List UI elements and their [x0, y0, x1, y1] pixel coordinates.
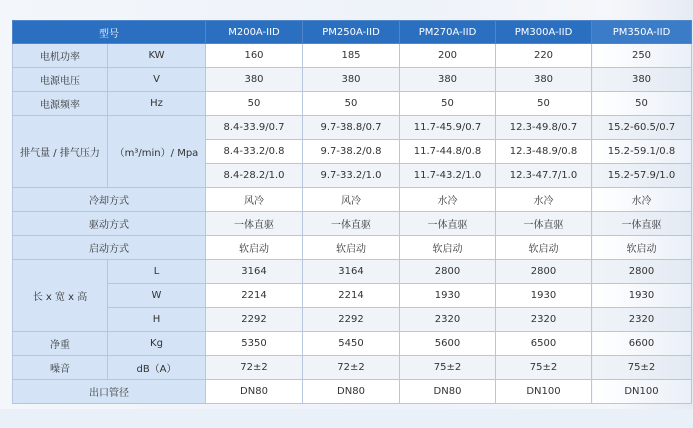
cell-value: DN100 [496, 380, 592, 404]
cell-value: 11.7-43.2/1.0 [400, 164, 496, 188]
cell-value: 1930 [400, 284, 496, 308]
cell-value: 380 [400, 68, 496, 92]
cell-value: 软启动 [400, 236, 496, 260]
table-row [13, 332, 692, 356]
table-row [13, 260, 692, 284]
row-label: 排气量 / 排气压力 [13, 116, 108, 188]
cell-value: 185 [303, 44, 400, 68]
row-label: 冷却方式 [13, 188, 206, 212]
row-label: 电源电压 [13, 68, 108, 92]
cell-value: 2800 [496, 260, 592, 284]
cell-value: 2214 [303, 284, 400, 308]
row-unit: H [108, 308, 206, 332]
cell-value: 风冷 [206, 188, 303, 212]
cell-value: 50 [400, 92, 496, 116]
model-name: PM300A-IID [496, 21, 592, 44]
cell-value: 3164 [303, 260, 400, 284]
cell-value: 8.4-33.9/0.7 [206, 116, 303, 140]
cell-value: 水冷 [496, 188, 592, 212]
model-name: M200A-IID [206, 21, 303, 44]
table-row [13, 68, 692, 92]
table-row [13, 188, 692, 212]
cell-value: 风冷 [303, 188, 400, 212]
model-header: 型号 [13, 21, 206, 44]
cell-value: 软启动 [496, 236, 592, 260]
cell-value: 220 [496, 44, 592, 68]
cell-value: 380 [496, 68, 592, 92]
table-row [13, 236, 692, 260]
cell-value: 2292 [303, 308, 400, 332]
table-row [13, 116, 692, 140]
cell-value: 2214 [206, 284, 303, 308]
cell-value: 50 [303, 92, 400, 116]
cell-value: 250 [592, 44, 692, 68]
cell-value: 9.7-33.2/1.0 [303, 164, 400, 188]
cell-value: 1930 [496, 284, 592, 308]
cell-value: 15.2-57.9/1.0 [592, 164, 692, 188]
cell-value: DN80 [303, 380, 400, 404]
model-name: PM270A-IID [400, 21, 496, 44]
cell-value: 75±2 [496, 356, 592, 380]
model-name: PM350A-IID [592, 21, 692, 44]
cell-value: 9.7-38.2/0.8 [303, 140, 400, 164]
cell-value: 15.2-60.5/0.7 [592, 116, 692, 140]
row-unit: Kg [108, 332, 206, 356]
cell-value: 12.3-48.9/0.8 [496, 140, 592, 164]
row-label: 出口管径 [13, 380, 206, 404]
row-unit: （m³/min）/ Mpa [108, 116, 206, 188]
cell-value: 11.7-45.9/0.7 [400, 116, 496, 140]
cell-value: 380 [303, 68, 400, 92]
row-unit: dB（A） [108, 356, 206, 380]
row-label: 净重 [13, 332, 108, 356]
row-unit: KW [108, 44, 206, 68]
table-row [13, 308, 692, 332]
cell-value: DN80 [400, 380, 496, 404]
cell-value: 200 [400, 44, 496, 68]
row-label: 电源频率 [13, 92, 108, 116]
cell-value: 5600 [400, 332, 496, 356]
row-unit: Hz [108, 92, 206, 116]
cell-value: 一体直驱 [496, 212, 592, 236]
cell-value: 软启动 [592, 236, 692, 260]
header-row [13, 21, 692, 44]
cell-value: 2320 [592, 308, 692, 332]
cell-value: 软启动 [303, 236, 400, 260]
cell-value: 75±2 [400, 356, 496, 380]
table-row [13, 212, 692, 236]
cell-value: 2800 [592, 260, 692, 284]
cell-value: DN100 [592, 380, 692, 404]
cell-value: 12.3-49.8/0.7 [496, 116, 592, 140]
cell-value: 2320 [400, 308, 496, 332]
table-row [13, 356, 692, 380]
cell-value: 1930 [592, 284, 692, 308]
cell-value: 一体直驱 [400, 212, 496, 236]
cell-value: 6500 [496, 332, 592, 356]
cell-value: 5350 [206, 332, 303, 356]
cell-value: 2320 [496, 308, 592, 332]
cell-value: 50 [496, 92, 592, 116]
cell-value: 2292 [206, 308, 303, 332]
spec-table [12, 20, 692, 404]
row-label: 驱动方式 [13, 212, 206, 236]
row-unit: W [108, 284, 206, 308]
cell-value: 8.4-28.2/1.0 [206, 164, 303, 188]
cell-value: 3164 [206, 260, 303, 284]
cell-value: 11.7-44.8/0.8 [400, 140, 496, 164]
cell-value: 160 [206, 44, 303, 68]
bottom-band [0, 409, 693, 428]
cell-value: 6600 [592, 332, 692, 356]
cell-value: 15.2-59.1/0.8 [592, 140, 692, 164]
cell-value: 一体直驱 [303, 212, 400, 236]
cell-value: 水冷 [400, 188, 496, 212]
cell-value: 380 [592, 68, 692, 92]
cell-value: 8.4-33.2/0.8 [206, 140, 303, 164]
cell-value: 水冷 [592, 188, 692, 212]
row-label: 电机功率 [13, 44, 108, 68]
table-row [13, 380, 692, 404]
cell-value: 一体直驱 [206, 212, 303, 236]
cell-value: 50 [206, 92, 303, 116]
cell-value: 一体直驱 [592, 212, 692, 236]
cell-value: 75±2 [592, 356, 692, 380]
row-label: 长 x 宽 x 高 [13, 260, 108, 332]
cell-value: DN80 [206, 380, 303, 404]
cell-value: 2800 [400, 260, 496, 284]
cell-value: 380 [206, 68, 303, 92]
table-row [13, 92, 692, 116]
table-row [13, 284, 692, 308]
row-label: 启动方式 [13, 236, 206, 260]
cell-value: 软启动 [206, 236, 303, 260]
table-row [13, 44, 692, 68]
cell-value: 12.3-47.7/1.0 [496, 164, 592, 188]
model-name: PM250A-IID [303, 21, 400, 44]
cell-value: 72±2 [303, 356, 400, 380]
row-unit: L [108, 260, 206, 284]
row-unit: V [108, 68, 206, 92]
cell-value: 5450 [303, 332, 400, 356]
row-label: 噪音 [13, 356, 108, 380]
cell-value: 9.7-38.8/0.7 [303, 116, 400, 140]
cell-value: 50 [592, 92, 692, 116]
cell-value: 72±2 [206, 356, 303, 380]
